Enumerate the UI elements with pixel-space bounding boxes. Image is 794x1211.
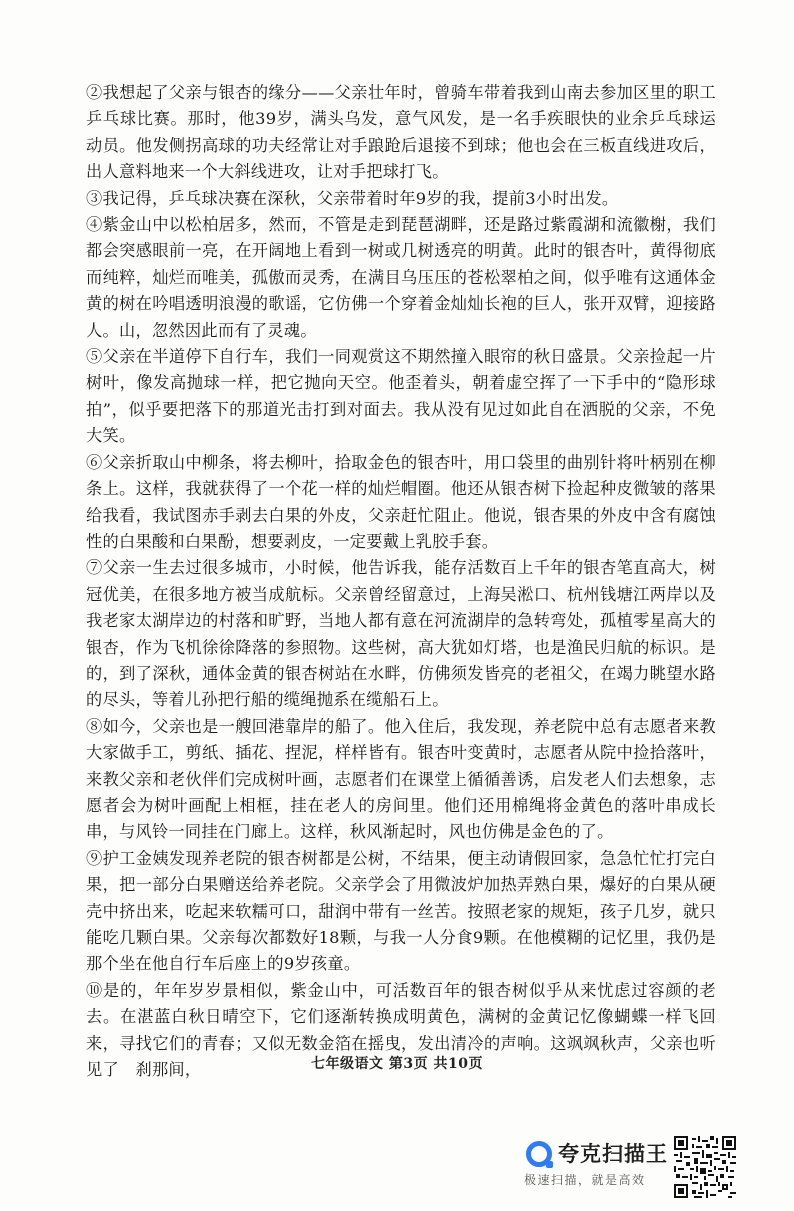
article-body xyxy=(86,80,716,1083)
paragraph-4: ④紫金山中以松柏居多，然而，不管是走到琵琶湖畔，还是路过紫霞湖和流徽榭，我们都会突感眼前一亮，在开阔地上看到一树或几树透亮的明黄。此时的银杏叶，黄得彻底而纯粹，灿烂而唯美，孤傲而灵秀，在满目乌压压的苍松翠柏之间，似乎唯有这通体金黄的树在吟唱透明浪漫的歌谣，它仿佛一个穿着金灿灿长袍的巨人，张开双臂，迎接路人。山，忽然因此而有了灵魂。 xyxy=(86,215,716,340)
paragraph-3: ③我记得，乒乓球决赛在深秋，父亲带着时年9岁的我，提前3小时出发。 xyxy=(86,188,619,208)
qr-code-icon xyxy=(674,1136,736,1198)
paragraph-8: ⑧如今，父亲也是一艘回港靠岸的船了。他入住后，我发现，养老院中总有志愿者来教大家做手工，剪纸、插花、捏泥，样样皆有。银杏叶变黄时，志愿者从院中捡拾落叶，来教父亲和老伙伴们完成树叶画，志愿者们在课堂上循循善诱，启发老人们去想象，志愿者会为树叶画配上相框，挂在老人的房间里。他们还用棉绳将金黄色的落叶串成长串，与风铃一同挂在门廊上。这样，秋风渐起时，风也仿佛是金色的了。 xyxy=(86,716,716,842)
watermark-title: 夸克扫描王 xyxy=(558,1142,668,1166)
paragraph-5: ⑤父亲在半道停下自行车，我们一同观赏这不期然撞入眼帘的秋日盛景。父亲捡起一片树叶，像发高抛球一样，把它抛向天空。他歪着头，朝着虚空挥了一下手中的“隐形球拍”，似乎要把落下的那道光击打到对面去。我从没有见过如此自在洒脱的父亲，不免大笑。 xyxy=(86,347,716,446)
paragraph-2: ②我想起了父亲与银杏的缘分——父亲壮年时，曾骑车带着我到山南去参加区里的职工乒乓球比赛。那时，他39岁，满头乌发，意气风发，是一名手疾眼快的业余乒乓球运动员。他发侧拐高球的功夫经常让对手踉跄后退接不到球；他也会在三板直线进攻后，出人意料地来一个大斜线进攻，让对手把球打飞。 xyxy=(86,83,716,182)
scanner-watermark xyxy=(520,1132,670,1192)
paragraph-7: ⑦父亲一生去过很多城市，小时候，他告诉我，能存活数百上千年的银杏笔直高大，树冠优美，在很多地方被当成航标。父亲曾经留意过，上海吴淞口、杭州钱塘江两岸以及我老家太湖岸边的村落和旷野，当地人都有意在河流湖岸的急转弯处，孤植零星高大的银杏，作为飞机徐徐降落的参照物。这些树，高大犹如灯塔，也是渔民归航的标识。是的，到了深秋，通体金黄的银杏树站在水畔，仿佛须发皆亮的老祖父，在竭力眺望水路的尽头，等着儿孙把行船的缆绳抛系在缆船石上。 xyxy=(86,558,716,710)
paragraph-10: ⑩是的，年年岁岁景相似，紫金山中，可活数百年的银杏树似乎从来忧虑过容颜的老去。在湛蓝白秋日晴空下，它们逐渐转换成明黄色，满树的金黄记忆像蝴蝶一样飞回来，寻找它们的青春；又似无数金箔在摇曳，发出清冷的声响。这飒飒秋声，父亲也听见了 刹那间， xyxy=(86,980,716,1080)
paragraph-9: ⑨护工金姨发现养老院的银杏树都是公树，不结果，便主动请假回家，急急忙忙打完白果，把一部分白果赠送给养老院。父亲学会了用微波炉加热弄熟白果，爆好的白果从硬壳中挤出来，吃起来软糯可口，甜润中带有一丝苦。按照老家的规矩，孩子几岁，就只能吃几颗白果。父亲每次都数好18颗，与我一人分食9颗。在他模糊的记忆里，我仍是那个坐在他自行车后座上的9岁孩童。 xyxy=(86,848,716,974)
paragraph-6: ⑥父亲折取山中柳条，将去柳叶，拾取金色的银杏叶，用口袋里的曲别针将叶柄别在柳条上。这样，我就获得了一个花一样的灿烂帽圈。他还从银杏树下捡起种皮微皱的落果给我看，我试图赤手剥去白果的外皮，父亲赶忙阻止。他说，银杏果的外皮中含有腐蚀性的白果酸和白果酚，想要剥皮，一定要戴上乳胶手套。 xyxy=(86,452,716,551)
quark-scanner-logo-icon xyxy=(526,1141,552,1167)
page-footer: 七年级语文 第3页 共10页 xyxy=(311,1056,483,1072)
watermark-slogan: 极速扫描，就是高效 xyxy=(524,1173,646,1187)
